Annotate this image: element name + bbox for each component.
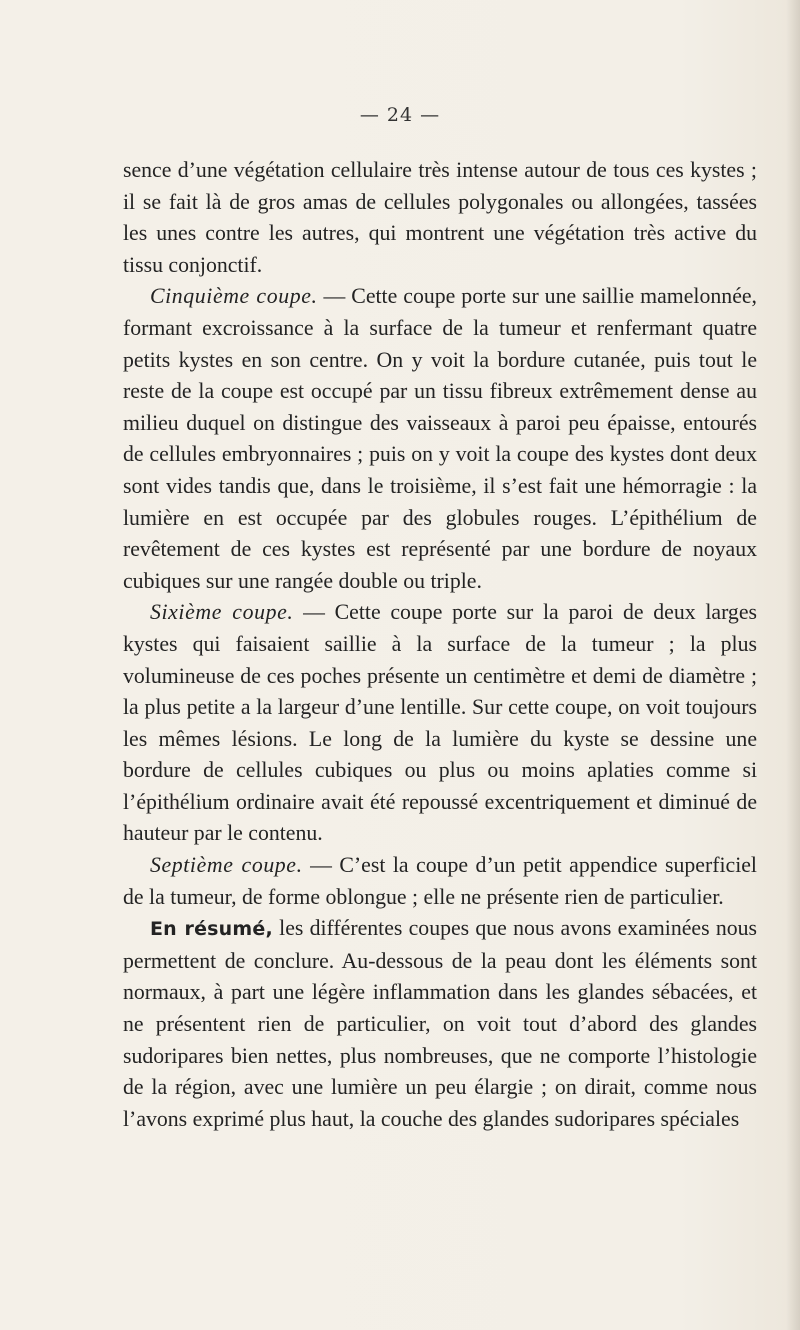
paragraph-body: — Cette coupe porte sur la paroi de deux larges kystes qui faisaient saillie à la surface de la tumeur ; la plus volumineuse de ces poches présente un centimètre et demi de diamètre ; la plus petite a la largeur d’une lentille. Sur cette coupe, on voit toujours les mêmes lésions. Le long de la lumière du kyste se dessine une bordure de cellules cubiques ou plus ou moins aplaties comme si l’épithélium ordinaire avait été repoussé excentriquement et diminué de hauteur par le contenu. (123, 600, 757, 846)
paragraph-body: sence d’une végétation cellulaire très intense autour de tous ces kystes ; il se fait là de gros amas de cellules polygonales ou allongées, tassées les unes contre les autres, qui montrent une végétation très active du tissu conjonctif. (123, 158, 757, 277)
section-heading: Septième coupe. (150, 853, 303, 878)
paragraph-body: les différentes coupes que nous avons examinées nous permettent de conclure. Au-dessous de la peau dont les éléments sont normaux, à part une légère inflammation dans les glandes sébacées, et ne présentent rien de particulier, on voit tout d’abord des glandes sudoripares bien nettes, plus nombreuses, que ne comporte l’histologie de la région, avec une lumière un peu élargie ; on dirait, comme nous l’avons exprimé plus haut, la couche des glandes sudoripares spéciales (123, 916, 757, 1131)
page-number: — 24 — (359, 104, 441, 126)
body-text (123, 155, 757, 1135)
paragraph-en-resume (123, 913, 757, 1135)
section-heading: Sixième coupe. (150, 600, 294, 625)
paragraph-cinquieme-coupe (123, 281, 757, 597)
paragraph-continuation (123, 155, 757, 281)
paragraph-septieme-coupe (123, 850, 757, 913)
paragraph-sixieme-coupe (123, 597, 757, 850)
paragraph-body: — Cette coupe porte sur une saillie mamelonnée, formant excroissance à la surface de la tumeur et renfermant quatre petits kystes en son centre. On y voit la bordure cutanée, puis tout le reste de la coupe est occupé par un tissu fibreux extrêmement dense au milieu duquel on distingue des vaisseaux à paroi peu épaisse, entourés de cellules embryonnaires ; puis on y voit la coupe des kystes dont deux sont vides tandis que, dans le troisième, il s’est fait une hémorragie : la lumière en est occupée par des globules rouges. L’épithélium de revêtement de ces kystes est représenté par une bordure de noyaux cubiques sur une rangée double ou triple. (123, 284, 757, 593)
paragraph-body: — C’est la coupe d’un petit appendice superficiel de la tumeur, de forme oblongue ; elle ne présente rien de particulier. (123, 853, 757, 909)
section-heading: En résumé, (150, 918, 273, 941)
page-edge-shadow (786, 0, 800, 1330)
section-heading: Cinquième coupe. (150, 284, 318, 309)
